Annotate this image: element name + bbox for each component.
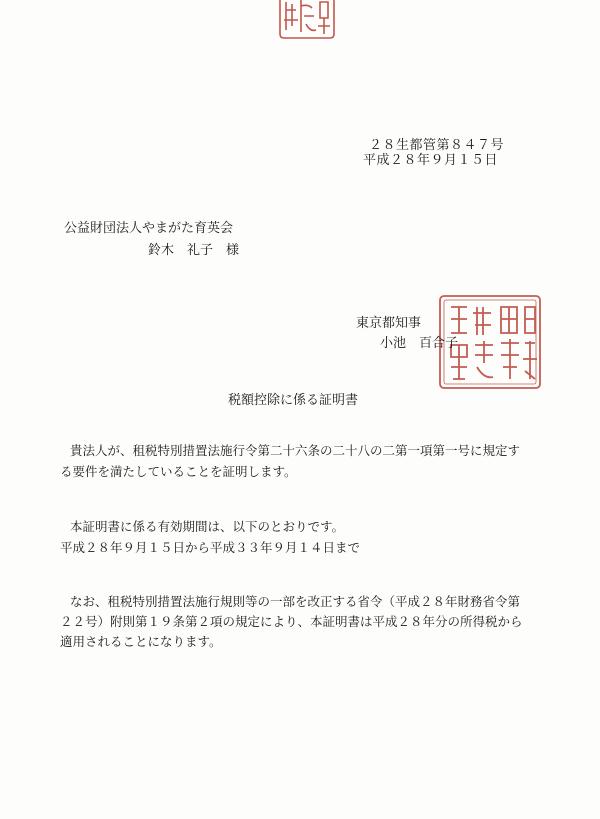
paragraph-1-line-1: 貴法人が、租税特別措置法施行令第二十六条の二十八の二第一項第一号に規定す (70, 443, 521, 458)
sender-name: 小池 百合子 (380, 336, 459, 351)
recipient-org: 公益財団法人やまがた育英会 (64, 221, 234, 236)
top-seal-stamp (276, 0, 338, 40)
paragraph-1-line-2: る要件を満たしていることを証明します。 (60, 464, 297, 479)
paragraph-3-line-3: 適用されることになります。 (60, 634, 222, 649)
paragraph-2-line-2: 平成２８年９月１５日から平成３３年９月１４日まで (60, 540, 361, 555)
paragraph-2-line-1: 本証明書に係る有効期間は、以下のとおりです。 (70, 519, 345, 534)
paragraph-3-line-2: ２２号）附則第１９条第２項の規定により、本証明書は平成２８年分の所得税から (60, 614, 523, 629)
document-title: 税額控除に係る証明書 (228, 393, 359, 408)
issue-date: 平成２８年９月１５日 (363, 153, 499, 168)
sender-title: 東京都知事 (356, 316, 422, 331)
paragraph-3-line-1: なお、租税特別措置法施行規則等の一部を改正する省令（平成２８年財務省令第 (70, 594, 521, 609)
reference-number: ２８生都管第８４７号 (369, 138, 505, 153)
recipient-name: 鈴木 礼子 様 (148, 243, 240, 258)
